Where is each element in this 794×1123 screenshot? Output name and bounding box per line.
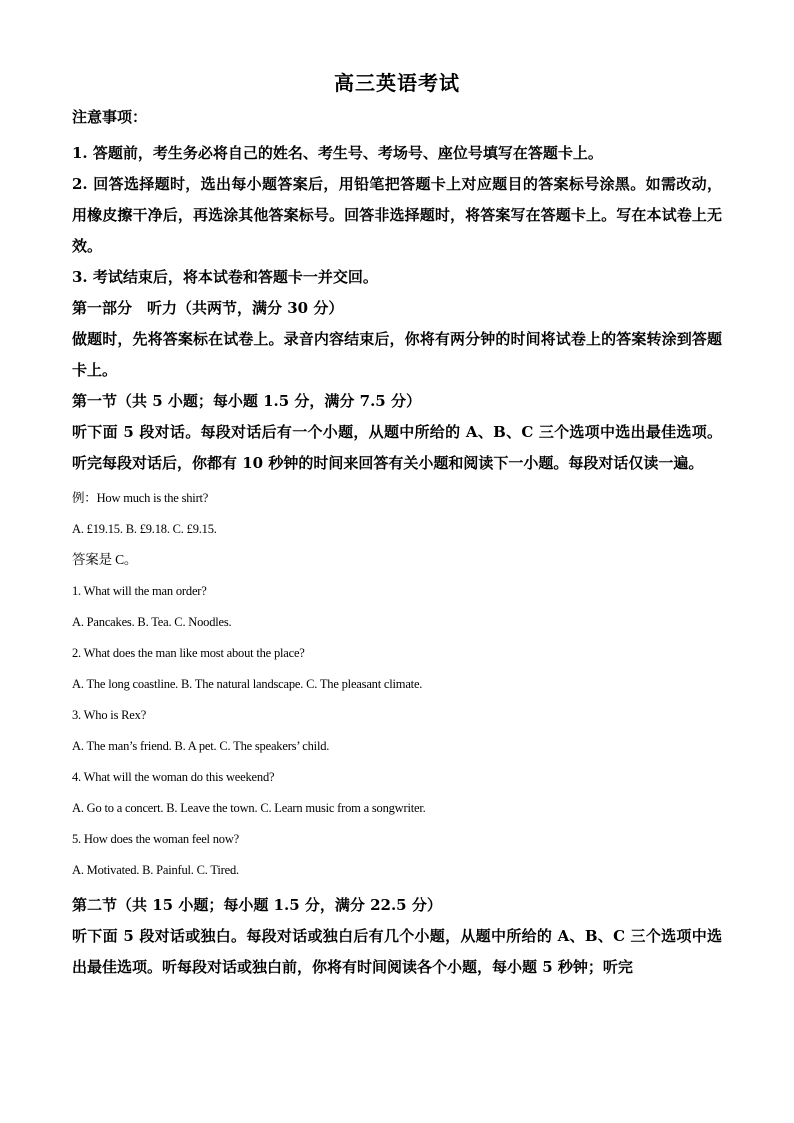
notice-item-3: 3. 考试结束后，将本试卷和答题卡一并交回。 (72, 268, 378, 286)
part1-heading: 第一部分 听力（共两节，满分 30 分） (72, 299, 344, 317)
question-text: 4. What will the woman do this weekend? (72, 770, 275, 784)
question-text: 5. How does the woman feel now? (72, 832, 240, 846)
question-options: A. Motivated. B. Painful. C. Tired. (72, 863, 239, 877)
section1-instruction: 听下面 5 段对话。每段对话后有一个小题，从题中所给的 A、B、C 三个选项中选出最佳选项。听完每段对话后，你都有 10 秒钟的时间来回答有关小题和阅读下一小题。每段对话仅读一遍。 (72, 423, 722, 472)
section2-heading: 第二节（共 15 小题；每小题 1.5 分，满分 22.5 分） (72, 896, 442, 914)
part1-instruction: 做题时，先将答案标在试卷上。录音内容结束后，你将有两分钟的时间将试卷上的答案转涂到答题卡上。 (72, 330, 722, 379)
notice-item-2: 2. 回答选择题时，选出每小题答案后，用铅笔把答题卡上对应题目的答案标号涂黑。如需改动，用橡皮擦干净后，再选涂其他答案标号。回答非选择题时，将答案写在答题卡上。写在本试卷上无效。 (72, 175, 722, 255)
page-title: 高三英语考试 (334, 71, 460, 95)
question-options: A. Pancakes. B. Tea. C. Noodles. (72, 615, 232, 629)
page-content (72, 107, 722, 983)
section2-instruction: 听下面 5 段对话或独白。每段对话或独白后有几个小题，从题中所给的 A、B、C 三个选项中选出最佳选项。听每段对话或独白前，你将有时间阅读各个小题，每小题 5 秒钟；听完 (72, 927, 722, 976)
question-text: 1. What will the man order? (72, 584, 207, 598)
section1-heading: 第一节（共 5 小题；每小题 1.5 分，满分 7.5 分） (72, 392, 421, 410)
example-question: 例：How much is the shirt? (72, 491, 209, 505)
example-options: A. £19.15. B. £9.18. C. £9.15. (72, 522, 217, 536)
question-options: A. The long coastline. B. The natural landscape. C. The pleasant climate. (72, 677, 423, 691)
question-options: A. Go to a concert. B. Leave the town. C. Learn music from a songwriter. (72, 801, 426, 815)
question-options: A. The man’s friend. B. A pet. C. The speakers’ child. (72, 739, 330, 753)
question-text: 3. Who is Rex? (72, 708, 147, 722)
notice-item-1: 1. 答题前，考生务必将自己的姓名、考生号、考场号、座位号填写在答题卡上。 (72, 144, 603, 162)
question-text: 2. What does the man like most about the place? (72, 646, 305, 660)
question-list (72, 583, 722, 890)
example-block (72, 490, 722, 583)
notice-heading: 注意事项： (72, 108, 148, 126)
example-answer: 答案是 C。 (72, 552, 138, 567)
